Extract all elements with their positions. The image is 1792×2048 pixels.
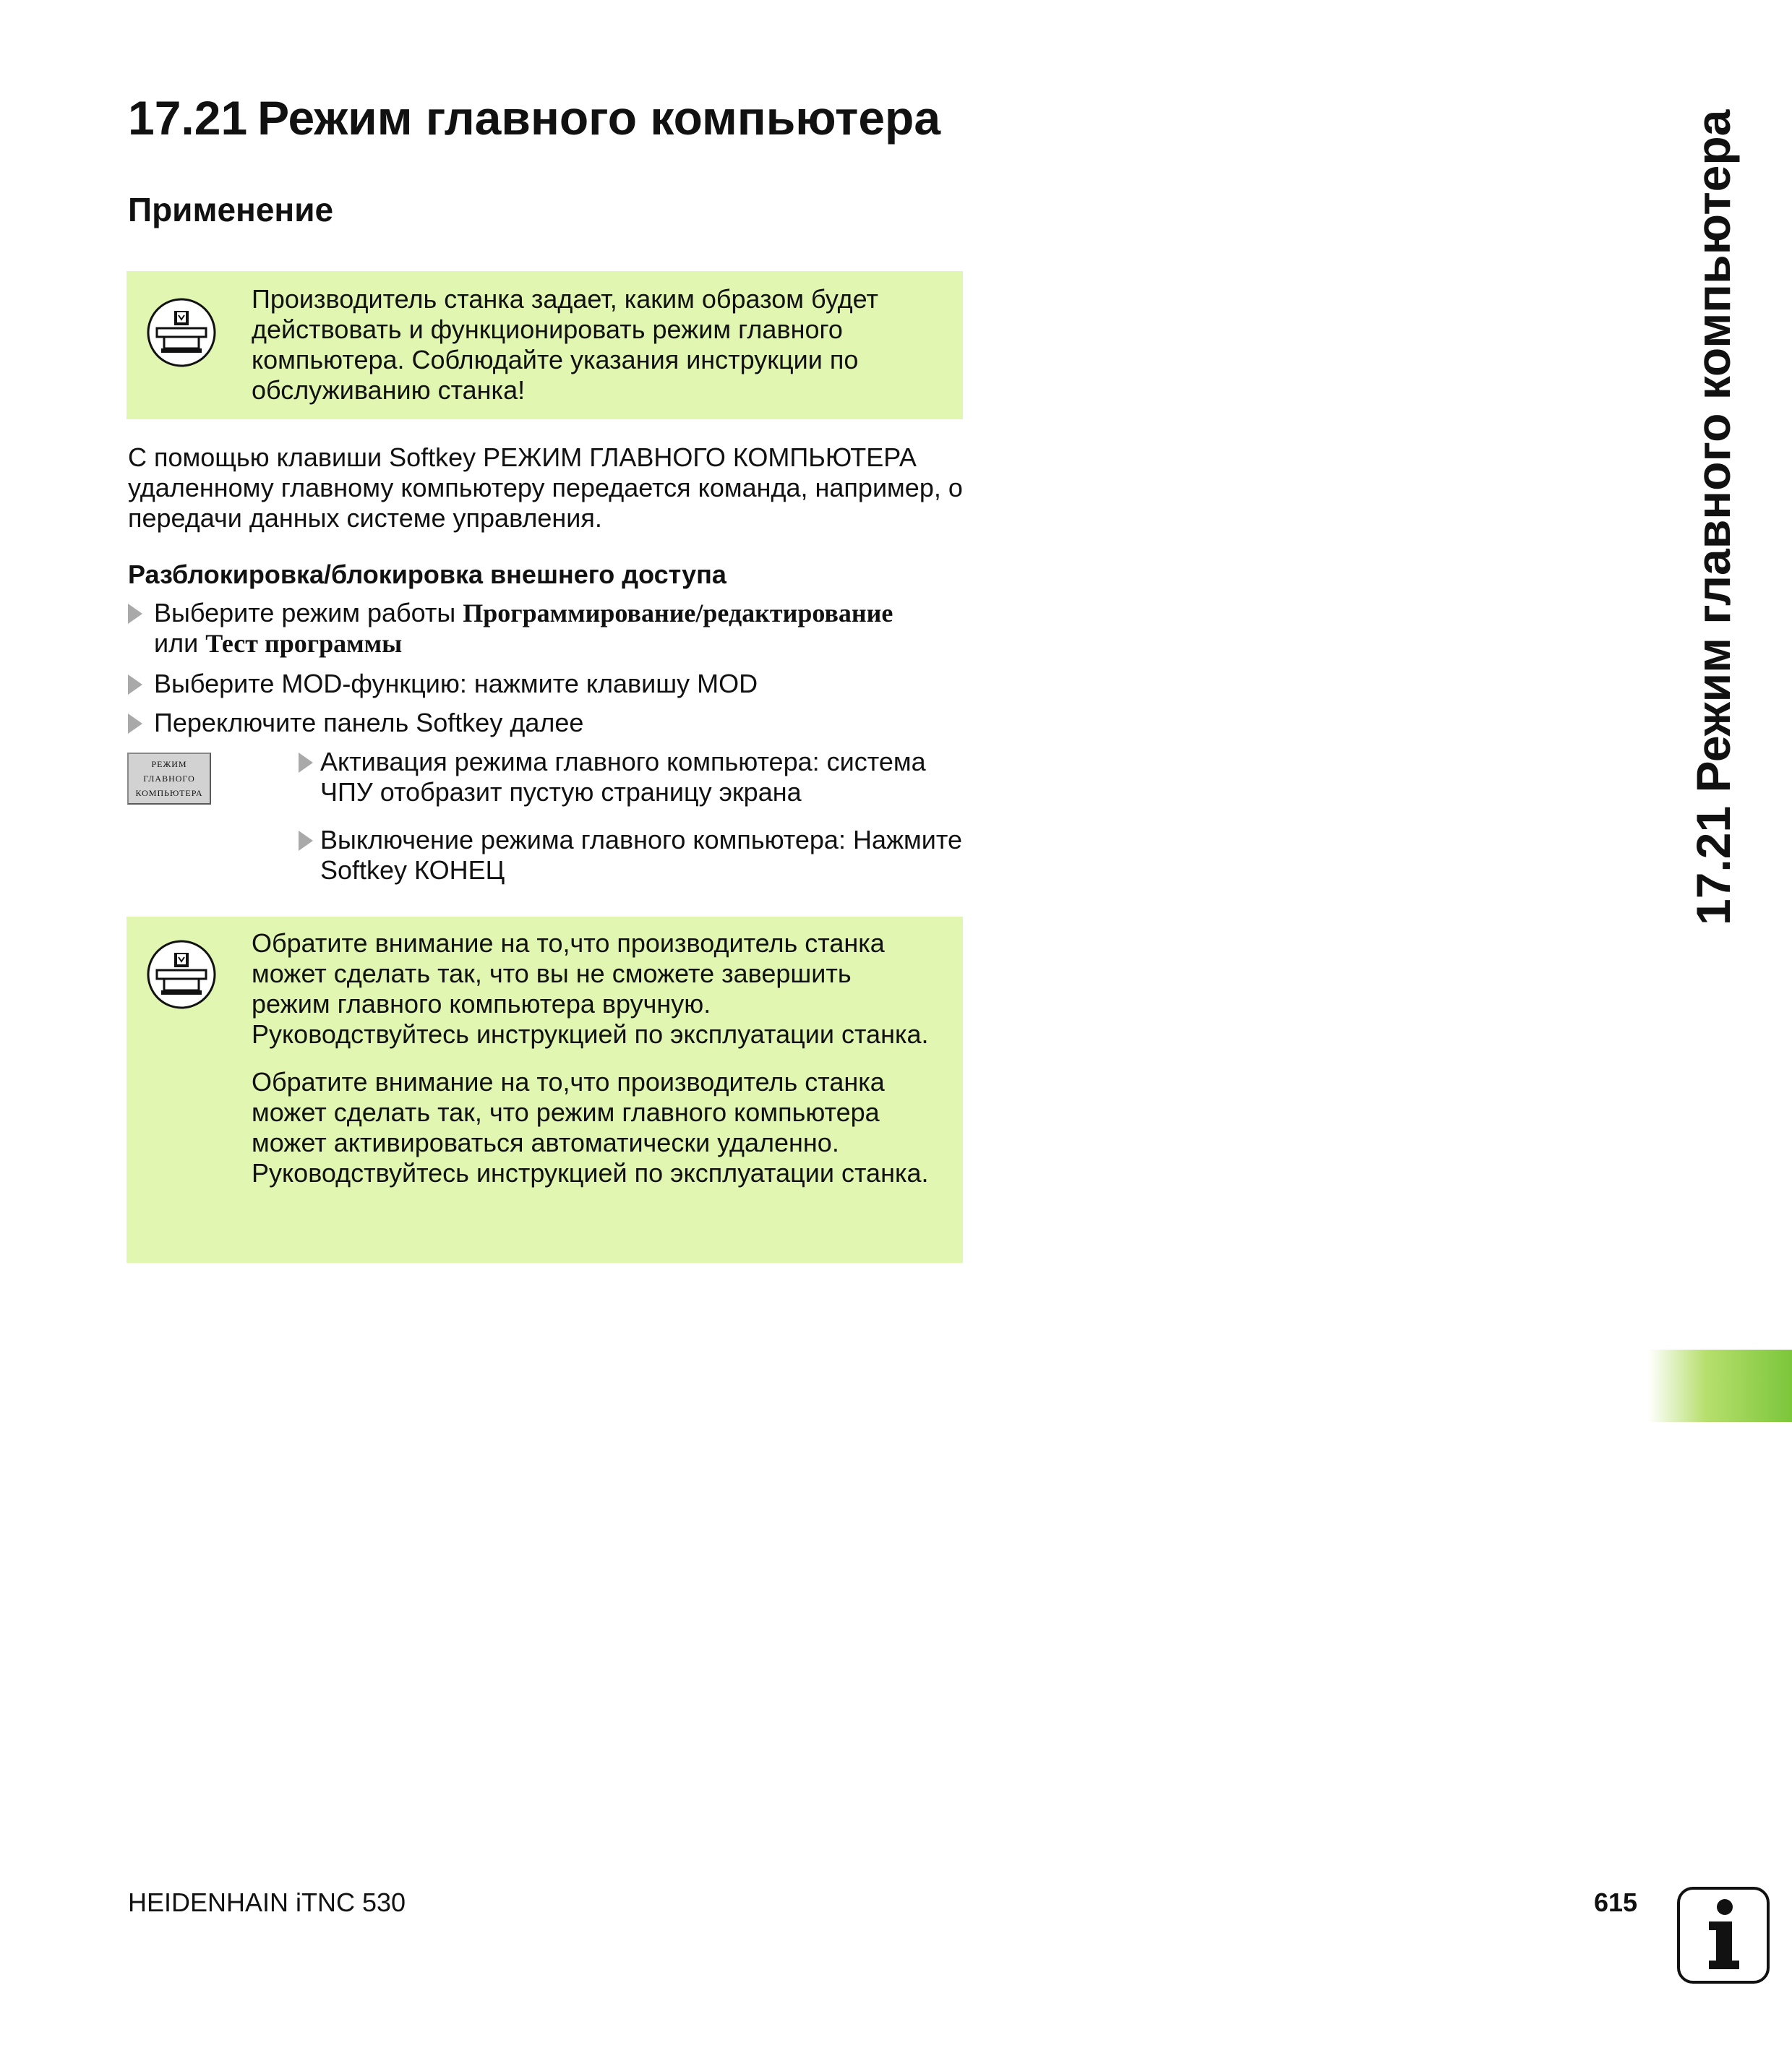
note-paragraph-1: Обратите внимание на то,что производитель станка может сделать так, что вы не сможете завершить режим главного компьютера вручную. Руководствуйтесь инструкцией по эксплуатации станка.: [252, 928, 929, 1049]
info-glyph: [1680, 1890, 1767, 1981]
footer-product: HEIDENHAIN iTNC 530: [128, 1888, 406, 1917]
side-chapter-title: 17.21 Режим главного компьютера: [1686, 109, 1740, 925]
section-title: Режим главного компьютера: [257, 91, 941, 145]
manufacturer-note-1: [127, 271, 963, 419]
machine-icon: [145, 938, 218, 1011]
triangle-bullet-icon: [128, 714, 142, 734]
info-icon: [1677, 1887, 1770, 1984]
section-number: 17.21: [128, 91, 248, 145]
triangle-bullet-icon: [128, 674, 142, 695]
section-heading: Разблокировка/блокировка внешнего доступа: [128, 560, 726, 589]
note-paragraph-2: Обратите внимание на то,что производитель станка может сделать так, что режим главного компьютера может активироваться автоматически удаленно. Руководствуйтесь инструкцией по эксплуатации станка.: [252, 1067, 929, 1188]
note-text: Производитель станка задает, каким образом будет действовать и функционировать режим главного компьютера. Соблюдайте указания инструкции по обслуживанию станка!: [252, 284, 878, 405]
step-2: Выберите MOD-функцию: нажмите клавишу MOD: [128, 669, 966, 699]
manufacturer-note-2: [127, 917, 963, 1263]
subheading: Применение: [128, 191, 334, 228]
step-1: Выберите режим работы Программирование/редактирование или Тест программы: [128, 598, 966, 659]
triangle-bullet-icon: [299, 831, 313, 851]
host-mode-softkey[interactable]: РЕЖИМ ГЛАВНОГО КОМПЬЮТЕРА: [127, 753, 211, 805]
step-3: Переключите панель Softkey далее: [128, 708, 966, 738]
substep-deactivate: Выключение режима главного компьютера: Нажмите Softkey КОНЕЦ: [299, 825, 971, 886]
substep-activate: Активация режима главного компьютера: система ЧПУ отобразит пустую страницу экрана: [299, 747, 971, 807]
triangle-bullet-icon: [299, 753, 313, 773]
note-text: [252, 928, 934, 1188]
triangle-bullet-icon: [128, 604, 142, 624]
page-title: [128, 85, 940, 150]
page-number: 615: [1594, 1888, 1638, 1917]
machine-icon: [145, 296, 218, 369]
chapter-thumb-tab: [1648, 1350, 1792, 1422]
intro-paragraph: С помощью клавиши Softkey РЕЖИМ ГЛАВНОГО КОМПЬЮТЕРА удаленному главному компьютеру передается команда, например, о передачи данных системе управления.: [128, 442, 963, 533]
